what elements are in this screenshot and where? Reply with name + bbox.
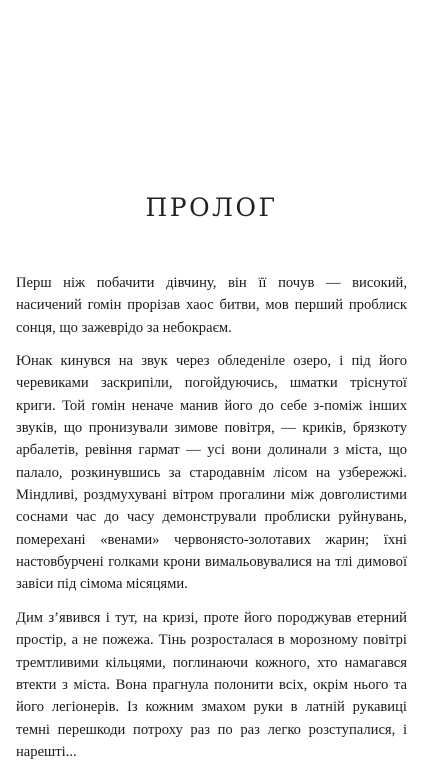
chapter-title: ПРОЛОГ: [145, 192, 278, 222]
paragraph-1: Перш ніж побачити дівчину, він її почув — високий, насичений гомін прорізав хаос битви, мов перший проблиск сонця, що зажеврідо за небокраєм.: [16, 275, 407, 336]
chapter-body: [16, 272, 407, 763]
paragraph-3: Дим з’явився і тут, на кризі, проте його породжував етерний простір, а не пожежа. Тінь розросталася в морозному повітрі тремтливими кільцями, поглинаючи кожного, хто намагався втекти з міста. Вона прагнула полонити всіх, окрім нього та його легіонерів. Із кожним змахом руки в латній рукавиці темні перешкоди потроху раз по раз легко розступалися, і нарешті...: [16, 609, 407, 760]
paragraph-2: Юнак кинувся на звук через обледеніле озеро, і під його черевиками заскрипіли, погойдуючись, шматки тріснутої криги. Той гомін неначе манив його до себе з-поміж інших звуків, що пронизували зимове повітря, — криків, брязкоту арбалетів, ревіння гармат — усі вони долинали з міста, що палало, розкинувшись за стародавнім лісом на узбережжі. Міндливі, роздмухувані вітром прогалини між довголистими соснами час до часу демонстрували проблиски руйнувань, померехані «венами» червонясто-золотавих жарин; їхні настовбурчені голками крони вимальовувалися на тлі димової завіси під сімома місяцями.: [16, 353, 407, 593]
